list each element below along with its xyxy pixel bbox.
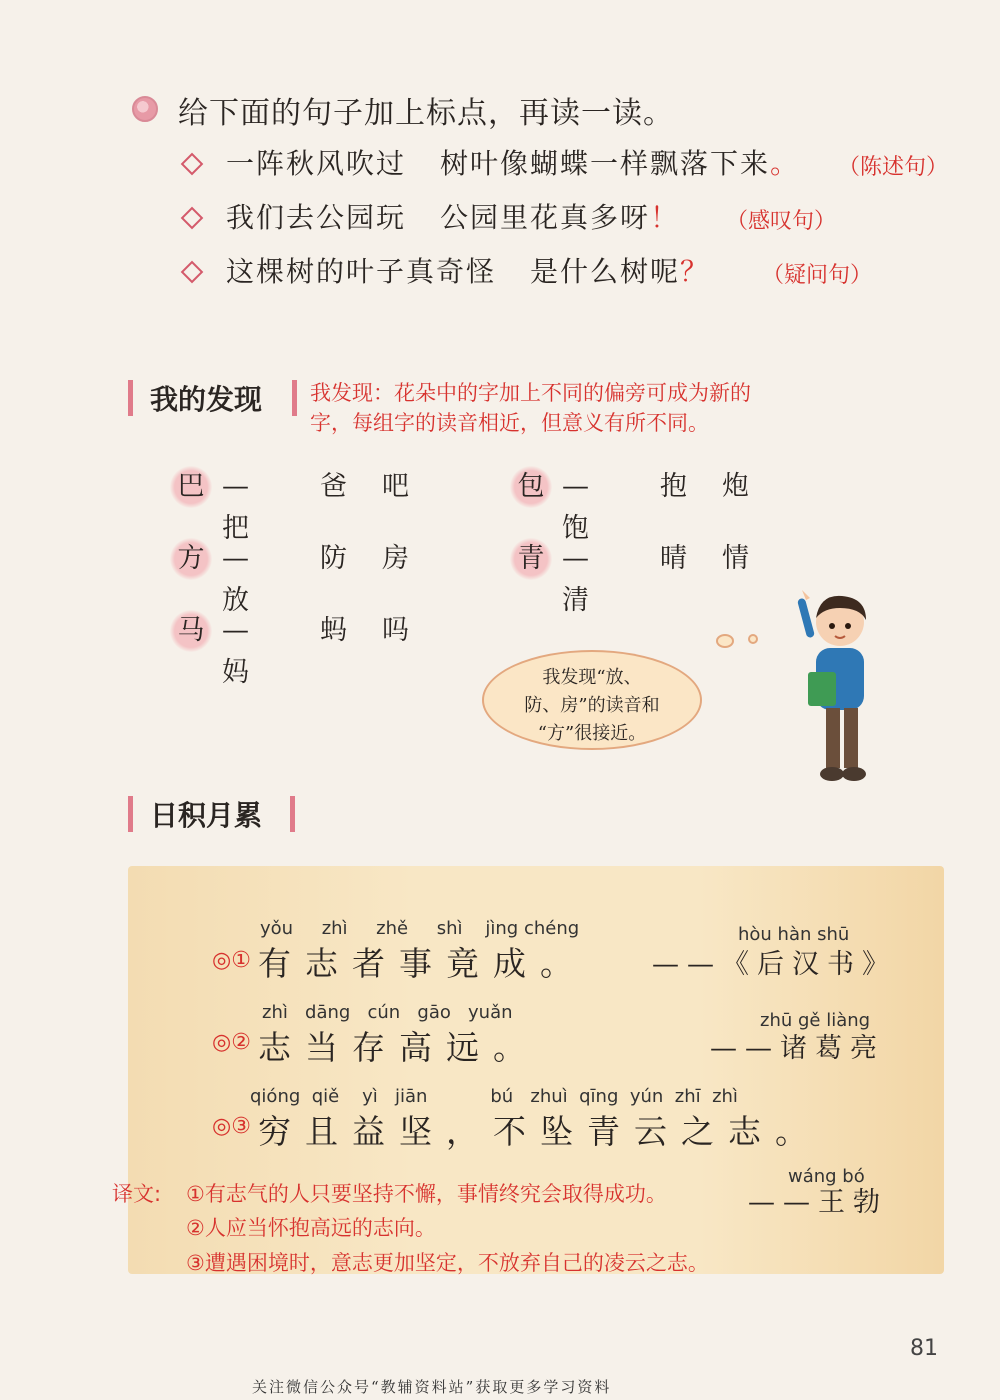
thought-bubble [482, 650, 702, 750]
discovery-heading: 我的发现 [150, 383, 263, 416]
footer-note: 关注微信公众号“教辅资料站”获取更多学习资料 [252, 1378, 612, 1396]
proverb-3-text: 穷且益坚，不坠青云之志。 [258, 1112, 822, 1151]
proverb-3-number: ◎③ [212, 1114, 251, 1139]
base-char: 巴 [170, 466, 212, 508]
thought-dot [716, 634, 734, 648]
translation-1: ①有志气的人只要坚持不懈，事情终究会取得成功。 [186, 1182, 667, 1206]
heading-bar-right [290, 796, 295, 832]
translation-3: ③遭遇困境时，意志更加坚定，不放弃自己的凌云之志。 [186, 1251, 709, 1275]
char-item: 抱 [660, 471, 687, 502]
char-item: 炮 [722, 471, 749, 502]
char-item: —妈 [222, 615, 249, 688]
pinyin-syllable: jiān [394, 1086, 428, 1107]
char-item: 情 [722, 543, 749, 574]
pinyin-syllable: yuǎn [468, 1002, 513, 1023]
pinyin-syllable: shì [436, 918, 463, 939]
char-item: —放 [222, 543, 249, 616]
discovery-text-line2: 字，每组字的读音相近，但意义有所不同。 [310, 411, 709, 435]
proverb-1-pinyin [260, 918, 579, 939]
pinyin-syllable: qióng [250, 1086, 301, 1107]
sentence-2-part1: 我们去公园玩 [226, 201, 407, 234]
char-item: 吗 [382, 615, 409, 646]
heading-bar-left [128, 796, 133, 832]
heading-bar-right [292, 380, 297, 416]
proverb-2-source: ——诸葛亮 [710, 1033, 885, 1064]
char-item: —把 [222, 471, 249, 544]
sentence-2-part2: 公园里花真多呀 [440, 201, 651, 234]
sentence-1-part2: 树叶像蝴蝶一样飘落下来 [440, 147, 771, 180]
pinyin-syllable: qiě [311, 1086, 340, 1107]
pinyin-syllable: zhì [321, 918, 348, 939]
translation-label: 译文: [112, 1182, 162, 1206]
sentence-3-type: （疑问句） [762, 263, 873, 288]
base-char: 马 [170, 610, 212, 652]
thought-dot [748, 634, 758, 644]
diamond-icon [181, 207, 204, 230]
accumulation-heading: 日积月累 [150, 799, 263, 832]
pinyin-syllable: dāng [305, 1002, 351, 1023]
pinyin-syllable: cún [367, 1002, 401, 1023]
bubble-line: 防、房”的读音和 [524, 695, 660, 716]
sentence-1-part1: 一阵秋风吹过 [226, 147, 407, 180]
char-item: —饱 [562, 471, 589, 544]
sentence-1-mark: 。 [770, 147, 801, 180]
sentence-3-part1: 这棵树的叶子真奇怪 [226, 255, 497, 288]
proverb-3-source: ——王勃 [748, 1187, 888, 1218]
sentence-1-type: （陈述句） [838, 155, 949, 180]
pinyin-syllable: yì [362, 1086, 378, 1107]
pinyin-syllable: qīng [579, 1086, 619, 1107]
proverb-1-source-pinyin: hòu hàn shū [738, 924, 850, 945]
base-char: 包 [510, 466, 552, 508]
char-item: —清 [562, 543, 589, 616]
diamond-icon [181, 153, 204, 176]
sentence-3 [226, 250, 710, 290]
diamond-icon [181, 261, 204, 284]
pinyin-syllable: zhì [712, 1086, 738, 1107]
sentence-2-type: （感叹句） [726, 209, 837, 234]
char-item: 晴 [660, 543, 687, 574]
pinyin-syllable: zhuì [530, 1086, 568, 1107]
sentence-2-mark: ！ [650, 201, 681, 234]
pinyin-syllable: yún [629, 1086, 664, 1107]
bubble-line: “方”很接近。 [537, 723, 647, 744]
proverb-2-source-pinyin: zhū gě liàng [760, 1010, 871, 1031]
char-item: 吧 [382, 471, 409, 502]
sentence-3-mark: ？ [680, 255, 711, 288]
proverb-1-number: ◎① [212, 948, 251, 973]
pinyin-syllable: jìng [485, 918, 519, 939]
char-item: 爸 [320, 471, 347, 502]
section-bullet-icon [132, 96, 158, 122]
punctuation-instruction: 给下面的句子加上标点，再读一读。 [178, 96, 674, 131]
pinyin-syllable: zhī [674, 1086, 701, 1107]
pinyin-syllable: zhì [262, 1002, 288, 1023]
char-item: 蚂 [320, 615, 347, 646]
pinyin-syllable: chéng [523, 918, 580, 939]
sentence-3-part2: 是什么树呢 [530, 255, 681, 288]
pinyin-syllable: zhě [376, 918, 409, 939]
pinyin-syllable: bú [490, 1086, 514, 1107]
heading-bar-left [128, 380, 133, 416]
proverb-2-text: 志当存高远。 [258, 1028, 540, 1067]
char-item: 房 [382, 543, 409, 574]
proverb-2-pinyin [262, 1002, 513, 1023]
proverb-2-number: ◎② [212, 1030, 251, 1055]
base-char: 青 [510, 538, 552, 580]
boy-illustration [780, 590, 890, 795]
proverb-1-source: ——《后汉书》 [652, 949, 897, 980]
translation-2: ②人应当怀抱高远的志向。 [186, 1216, 436, 1240]
bubble-line: 我发现“放、 [542, 667, 642, 688]
sentence-2 [226, 196, 680, 236]
sentence-1 [226, 142, 800, 182]
proverb-3-source-pinyin: wáng bó [788, 1166, 865, 1187]
base-char: 方 [170, 538, 212, 580]
char-item: 防 [320, 543, 347, 574]
pinyin-syllable: yǒu [260, 918, 294, 939]
proverb-1-text: 有志者事竟成。 [258, 944, 587, 983]
discovery-text-line1: 我发现：花朵中的字加上不同的偏旁可成为新的 [310, 381, 751, 405]
proverb-3-pinyin [250, 1086, 738, 1107]
discovery-text [310, 378, 751, 438]
page-number: 81 [910, 1336, 938, 1361]
pinyin-syllable: gāo [417, 1002, 451, 1023]
